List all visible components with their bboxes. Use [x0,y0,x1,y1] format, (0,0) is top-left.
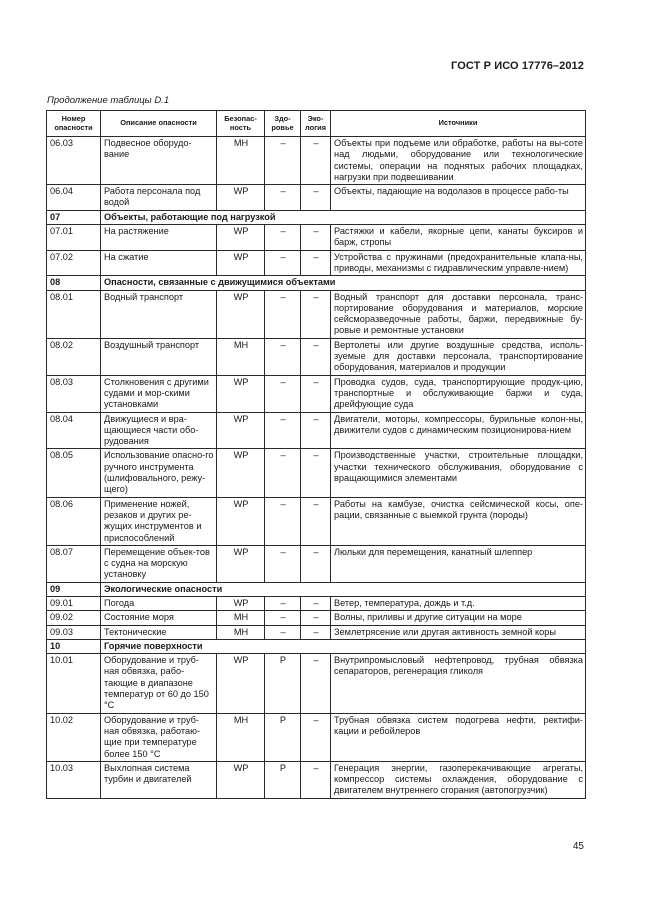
section-number: 09 [47,582,101,596]
ecology-code: – [301,185,331,211]
hazard-description: Состояние моря [101,611,217,625]
hazard-number: 08.05 [47,449,101,497]
health-code: – [265,185,301,211]
hazard-number: 06.04 [47,185,101,211]
health-code: P [265,761,301,798]
hazard-sources: Производственные участки, строительные площадки, участки технического обслуживания, оборудование с вращающимися элементами [331,449,586,497]
safety-code: WP [217,497,265,545]
section-title: Опасности, связанные с движущимися объектами [101,276,586,290]
ecology-code: – [301,654,331,713]
ecology-code: – [301,611,331,625]
section-row [47,582,586,596]
safety-code: MH [217,611,265,625]
health-code: P [265,713,301,761]
safety-code: WP [217,596,265,610]
safety-code: WP [217,761,265,798]
ecology-code: – [301,545,331,582]
ecology-code: – [301,250,331,276]
hazard-number: 08.06 [47,497,101,545]
table-row [47,290,586,338]
health-code: – [265,625,301,639]
safety-code: WP [217,545,265,582]
ecology-code: – [301,338,331,375]
hazard-sources: Работы на камбузе, очистка сейсмической косы, опе-рации, связанные с выемкой грунта (породы) [331,497,586,545]
hazard-sources: Объекты при подъеме или обработке, работы на вы-соте над людьми, оборудование или технологические системы, операции на поднятых рабочих площадках, нагрузки при подвешивании [331,137,586,185]
hazard-number: 07.02 [47,250,101,276]
hazard-description: Воздушный транспорт [101,338,217,375]
ecology-code: – [301,596,331,610]
ecology-code: – [301,290,331,338]
hazard-sources: Водный транспорт для доставки персонала, транс-портирование оборудования и материалов, морские сейсморазведочные работы, баржи, передвижные бу-ровые и ремонтные установки [331,290,586,338]
hazard-number: 08.03 [47,375,101,412]
health-code: – [265,225,301,251]
table-row [47,225,586,251]
hazard-number: 09.02 [47,611,101,625]
hazard-number: 08.07 [47,545,101,582]
hazard-description: Движущиеся и вра-щающиеся части обо-рудования [101,412,217,449]
section-title: Горячие поверхности [101,639,586,653]
hazard-description: Тектонические [101,625,217,639]
table-row [47,185,586,211]
header-number: Номер опасности [47,111,101,137]
table-row [47,497,586,545]
table-body [47,137,586,799]
hazard-sources: Волны, приливы и другие ситуации на море [331,611,586,625]
section-row [47,210,586,224]
ecology-code: – [301,137,331,185]
table-row [47,611,586,625]
header-safety: Безопас-ность [217,111,265,137]
hazard-sources: Объекты, падающие на водолазов в процессе рабо-ты [331,185,586,211]
hazard-description: Погода [101,596,217,610]
hazard-number: 08.04 [47,412,101,449]
health-code: – [265,338,301,375]
hazard-number: 09.01 [47,596,101,610]
safety-code: WP [217,375,265,412]
safety-code: WP [217,185,265,211]
safety-code: WP [217,449,265,497]
hazard-description: Выхлопная система турбин и двигателей [101,761,217,798]
health-code: – [265,137,301,185]
header-sources: Источники [331,111,586,137]
hazard-description: На сжатие [101,250,217,276]
safety-code: WP [217,412,265,449]
hazard-description: Работа персонала под водой [101,185,217,211]
hazard-sources: Генерация энергии, газоперекачивающие агрегаты, компрессор системы охлаждения, оборудование с двигателем внутреннего сгорания (автопогрузчик) [331,761,586,798]
safety-code: WP [217,290,265,338]
hazard-description: Подвесное оборудо-вание [101,137,217,185]
table-row [47,625,586,639]
hazard-sources: Проводка судов, суда, транспортирующие продук-цию, транспортные и обслуживающие баржи и суда, дрейфующие суда [331,375,586,412]
health-code: – [265,412,301,449]
table-caption: Продолжение таблицы D.1 [47,95,170,106]
table-row [47,596,586,610]
hazard-description: Оборудование и труб-ная обвязка, рабо-тающие в диапазоне температур от 60 до 150 °С [101,654,217,713]
health-code: – [265,375,301,412]
safety-code: MH [217,137,265,185]
health-code: – [265,250,301,276]
hazard-table [46,110,586,799]
document-standard-header: ГОСТ Р ИСО 17776–2012 [451,60,584,72]
hazard-sources: Вертолеты или другие воздушные средства, исполь-зуемые для доставки персонала, транспортирование оборудования, материалов и продукции [331,338,586,375]
section-title: Экологические опасности [101,582,586,596]
header-ecology: Эко-логия [301,111,331,137]
safety-code: MH [217,625,265,639]
hazard-sources: Внутрипромысловый нефтепровод, трубная обвязка сепараторов, регенерация гликоля [331,654,586,713]
hazard-description: Применение ножей, резаков и других ре-жущих инструментов и приспособлений [101,497,217,545]
hazard-number: 08.01 [47,290,101,338]
hazard-sources: Устройства с пружинами (предохранительные клапа-ны, приводы, механизмы с гидравлическим управле-нием) [331,250,586,276]
safety-code: WP [217,654,265,713]
table-row [47,761,586,798]
hazard-number: 10.02 [47,713,101,761]
table-row [47,338,586,375]
hazard-description: На растяжение [101,225,217,251]
safety-code: MH [217,713,265,761]
hazard-description: Перемещение объек-тов с судна на морскую установку [101,545,217,582]
health-code: P [265,654,301,713]
hazard-number: 08.02 [47,338,101,375]
ecology-code: – [301,625,331,639]
hazard-number: 06.03 [47,137,101,185]
table-header-row [47,111,586,137]
table-row [47,250,586,276]
table-row [47,449,586,497]
hazard-number: 07.01 [47,225,101,251]
ecology-code: – [301,225,331,251]
ecology-code: – [301,375,331,412]
hazard-description: Столкновения с другими судами и мор-скими установками [101,375,217,412]
ecology-code: – [301,449,331,497]
safety-code: WP [217,250,265,276]
safety-code: WP [217,225,265,251]
ecology-code: – [301,713,331,761]
section-number: 10 [47,639,101,653]
hazard-description: Водный транспорт [101,290,217,338]
ecology-code: – [301,761,331,798]
ecology-code: – [301,497,331,545]
section-row [47,276,586,290]
section-row [47,639,586,653]
section-number: 08 [47,276,101,290]
table-row [47,713,586,761]
table-row [47,375,586,412]
hazard-sources: Землетрясение или другая активность земной коры [331,625,586,639]
health-code: – [265,611,301,625]
table-row [47,545,586,582]
safety-code: MH [217,338,265,375]
table-row [47,137,586,185]
hazard-sources: Трубная обвязка систем подогрева нефти, ректифи-кации и ребойлеров [331,713,586,761]
hazard-description: Использование опасно-го ручного инструмента (шлифовального, режу-щего) [101,449,217,497]
header-health: Здо-ровье [265,111,301,137]
health-code: – [265,497,301,545]
health-code: – [265,596,301,610]
ecology-code: – [301,412,331,449]
hazard-number: 10.03 [47,761,101,798]
hazard-sources: Двигатели, моторы, компрессоры, бурильные колон-ны, движители судов с динамическим позиционирова-нием [331,412,586,449]
hazard-number: 10.01 [47,654,101,713]
health-code: – [265,290,301,338]
hazard-number: 09.03 [47,625,101,639]
hazard-sources: Люльки для перемещения, канатный шлеппер [331,545,586,582]
hazard-description: Оборудование и труб-ная обвязка, работаю-щие при температуре более 150 °С [101,713,217,761]
section-title: Объекты, работающие под нагрузкой [101,210,586,224]
hazard-sources: Ветер, температура, дождь и т.д. [331,596,586,610]
page-number: 45 [572,841,584,852]
table-row [47,654,586,713]
health-code: – [265,449,301,497]
table-row [47,412,586,449]
hazard-sources: Растяжки и кабели, якорные цепи, канаты буксиров и барж, стропы [331,225,586,251]
section-number: 07 [47,210,101,224]
health-code: – [265,545,301,582]
header-description: Описание опасности [101,111,217,137]
